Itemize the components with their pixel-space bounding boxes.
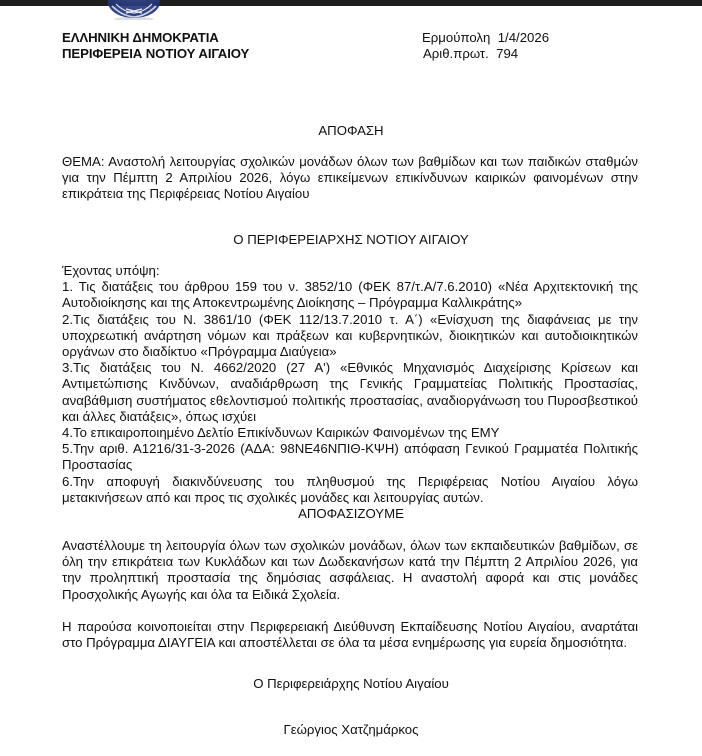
decision-line: Αναστέλλουμε τη λειτουργία όλων των σχολικών μονάδων, όλων των εκπαιδευτικών βαθμίδων, σε xyxy=(62,538,638,553)
signatory-name: Γεώργιος Χατζημάρκος xyxy=(283,722,419,737)
consideration-item-1: 1. Τις διατάξεις του άρθρου 159 του ν. 3852/10 (ΦΕΚ 87/τ.Α/7.6.2010) «Νέα Αρχιτεκτονική της xyxy=(62,279,638,295)
consideration-item-2-cont: οργάνων στο διαδίκτυο «Πρόγραμμα Διαύγεια» xyxy=(62,344,337,360)
considerations-list xyxy=(62,263,638,506)
issuer-region: ΠΕΡΙΦΕΡΕΙΑ ΝΟΤΙΟΥ ΑΙΓΑΙΟΥ xyxy=(62,46,250,61)
notification-line: στο Πρόγραμμα ΔΙΑΥΓΕΙΑ και αποστέλλεται σε όλα τα μέσα ενημέρωσης για ευρεία δημοσιότητα. xyxy=(62,635,628,651)
consideration-item-3-cont: και άλλες διατάξεις», όπως ισχύει xyxy=(62,408,257,424)
decision-heading: ΑΠΟΦΑΣΙΖΟΥΜΕ xyxy=(298,506,404,521)
consideration-item-3-cont: αναβάθμιση συστήματος εθελοντισμού πολιτικής προστασίας, αναδιοργάνωση του Πυροσβεστικού xyxy=(62,392,638,408)
decision-line: όλη την επικράτεια των Κυκλάδων και των Δωδεκανήσων κατά την Πέμπτη 2 Απριλίου 2026, για xyxy=(62,554,638,570)
consideration-item-6-cont: μετακινήσεων από και προς τις σχολικές μονάδες και λειτουργίας αυτών. xyxy=(62,489,484,505)
considerations-heading: Έχοντας υπόψη: xyxy=(62,263,160,278)
issuer-block xyxy=(62,30,249,62)
consideration-item-1-cont: Αυτοδιοίκησης και της Αποκεντρωμένης Διοίκησης – Πρόγραμμα Καλλικράτης» xyxy=(62,295,522,311)
consideration-item-5-cont: Προστασίας xyxy=(62,457,133,473)
document-title: ΑΠΟΦΑΣΗ xyxy=(318,123,384,138)
document-meta xyxy=(422,30,549,62)
consideration-item-2: 2.Τις διατάξεις του Ν. 3861/10 (ΦΕΚ 112/13.7.2010 τ. Α΄) «Ενίσχυση της διαφάνειας με την xyxy=(62,311,638,327)
issuer-country: ΕΛΛΗΝΙΚΗ ΔΗΜΟΚΡΑΤΙΑ xyxy=(62,30,219,45)
place-date: Ερμούπολη 1/4/2026 xyxy=(422,30,550,45)
consideration-item-3-cont: Αντιμετώπισης Κινδύνων, αναδιάρθρωση της Γενικής Γραμματείας Πολιτικής Προστασίας, xyxy=(62,376,638,392)
consideration-item-4: 4.Το επικαιροποιημένο Δελτίο Επικίνδυνων Καιρικών Φαινομένων της ΕΜΥ xyxy=(62,425,500,441)
notification-paragraph xyxy=(62,619,638,651)
subject-line: επικράτεια της Περιφέρειας Νοτίου Αιγαίου xyxy=(62,186,310,202)
decision-body xyxy=(62,538,638,603)
decision-line: Προσχολικής Αγωγής και όλα τα Ειδικά Σχολεία. xyxy=(62,586,341,602)
greek-coat-of-arms-icon xyxy=(104,0,164,20)
consideration-item-6: 6.Την αποφυγή διακινδύνευσης του πληθυσμού της Περιφέρειας Νοτίου Αιγαίου λόγω xyxy=(62,473,638,489)
subject-paragraph xyxy=(62,154,638,203)
consideration-item-5: 5.Την αριθ. Α1216/31-3-2026 (ΑΔΑ: 98ΝΕ46ΝΠΙΘ-ΚΨΗ) απόφαση Γενικού Γραμματέα Πολιτικής xyxy=(62,441,638,457)
subject-line: ΘΕΜΑ: Αναστολή λειτουργίας σχολικών μονάδων όλων των βαθμίδων και των παιδικών σταθμών xyxy=(62,154,638,169)
consideration-item-2-cont: υποχρεωτική ανάρτηση νόμων και πράξεων και κυβερνητικών, διοικητικών και αυτοδιοικητικών xyxy=(62,327,638,343)
protocol-number: Αριθ.πρωτ. 794 xyxy=(423,46,519,61)
authority-heading: Ο ΠΕΡΙΦΕΡΕΙΑΡΧΗΣ ΝΟΤΙΟΥ ΑΙΓΑΙΟΥ xyxy=(233,232,469,247)
signatory-role: Ο Περιφερειάρχης Νοτίου Αιγαίου xyxy=(253,676,449,691)
consideration-item-3: 3.Τις διατάξεις του Ν. 4662/2020 (27 Α') «Εθνικός Μηχανισμός Διαχείρισης Κρίσεων και xyxy=(62,360,638,376)
subject-line: για την Πέμπτη 2 Απριλίου 2026, λόγω επικείμενων επικίνδυνων καιρικών φαινομένων στην xyxy=(62,170,638,186)
decision-line: την προληπτική προστασία της δημόσιας ασφάλειας. Η αναστολή αφορά και στις μονάδες xyxy=(62,570,638,586)
notification-line: Η παρούσα κοινοποιείται στην Περιφερειακή Διεύθυνση Εκπαίδευσης Νοτίου Αιγαίου, αναρτάται xyxy=(62,619,638,634)
